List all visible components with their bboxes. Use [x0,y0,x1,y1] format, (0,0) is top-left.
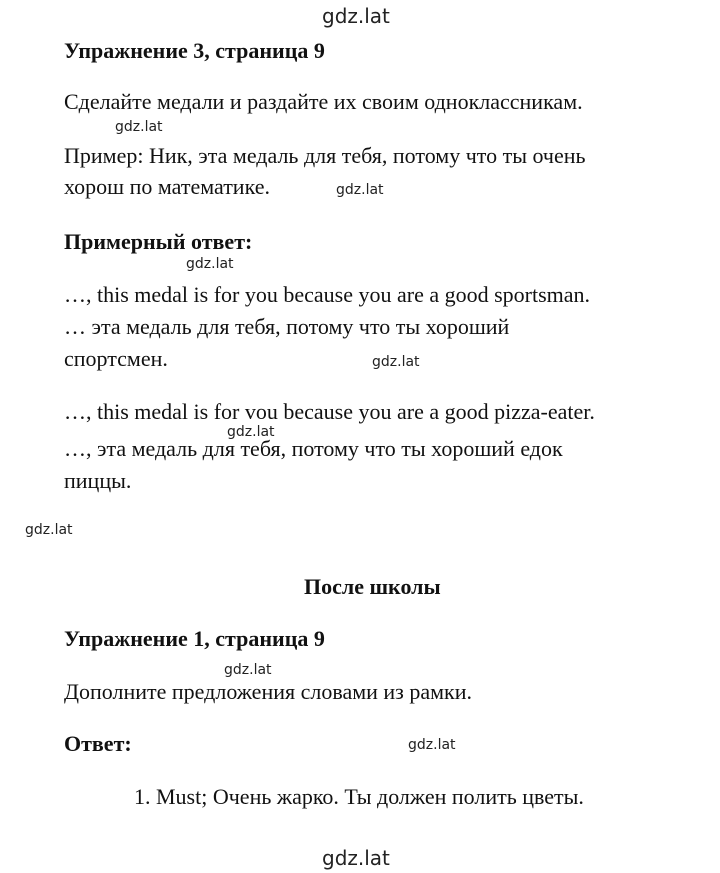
watermark-top: gdz.lat [322,4,390,28]
watermark: gdz.lat [224,662,272,678]
exercise-3-example-line2: хорош по математике. [64,174,270,199]
watermark: gdz.lat [227,424,275,440]
answer-heading: Ответ: [64,731,132,756]
exercise-3-task: Сделайте медали и раздайте их своим одноклассникам. [64,89,583,114]
watermark: gdz.lat [408,737,456,753]
watermark: gdz.lat [25,522,73,538]
watermark: gdz.lat [372,354,420,370]
watermark: gdz.lat [186,256,234,272]
watermark: gdz.lat [115,119,163,135]
section-title: После школы [304,574,441,599]
answer-1-russian-line2: спортсмен. [64,346,168,371]
watermark: gdz.lat [336,182,384,198]
exercise-1-task: Дополните предложения словами из рамки. [64,679,473,704]
answer-2-russian-line1: …, эта медаль для тебя, потому что ты хороший едок [64,436,563,461]
answer-1-russian-line1: … эта медаль для тебя, потому что ты хороший [64,314,510,339]
exercise-3-example-line1: Пример: Ник, эта медаль для тебя, потому что ты очень [64,143,586,168]
answer-2-english: …, this medal is for vou because you are a good pizza-eater. [64,399,595,424]
answer-item-1: 1. Must; Очень жарко. Ты должен полить цветы. [134,784,584,809]
sample-answer-heading: Примерный ответ: [64,229,253,254]
watermark-bottom: gdz.lat [322,846,390,870]
answer-1-english: …, this medal is for you because you are a good sportsman. [64,282,591,307]
exercise-3-heading: Упражнение 3, страница 9 [64,38,325,63]
exercise-1-heading: Упражнение 1, страница 9 [64,626,325,651]
answer-2-russian-line2: пиццы. [64,468,132,493]
